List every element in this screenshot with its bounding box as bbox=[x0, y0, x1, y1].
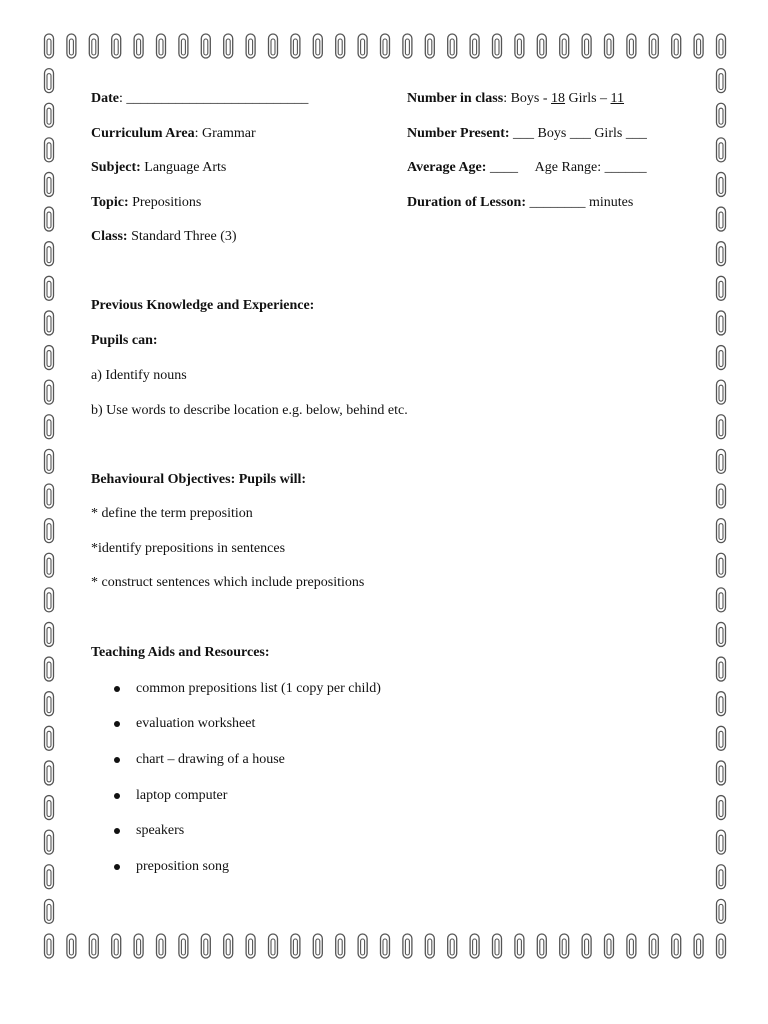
paperclip-icon bbox=[45, 934, 54, 958]
average-age-line: Average Age: ____ Age Range: ______ bbox=[407, 160, 647, 175]
paperclip-icon bbox=[717, 449, 726, 473]
bullet-icon bbox=[114, 686, 120, 692]
paperclip-icon bbox=[45, 242, 54, 266]
bullet-icon bbox=[114, 864, 120, 870]
paperclip-icon bbox=[45, 449, 54, 473]
paperclip-icon bbox=[45, 69, 54, 93]
paperclip-icon bbox=[67, 934, 76, 958]
bullet-icon bbox=[114, 828, 120, 834]
paperclip-icon bbox=[717, 34, 726, 58]
paperclip-icon bbox=[45, 553, 54, 577]
duration-line: Duration of Lesson: ________ minutes bbox=[407, 195, 634, 210]
paperclip-icon bbox=[45, 796, 54, 820]
objective-item: * define the term preposition bbox=[91, 506, 253, 521]
bullet-icon bbox=[114, 757, 120, 763]
paperclip-icon bbox=[717, 138, 726, 162]
paperclip-icon bbox=[45, 692, 54, 716]
pupils-can-heading: Pupils can: bbox=[91, 333, 158, 348]
paperclip-icon bbox=[717, 622, 726, 646]
paperclip-icon bbox=[717, 588, 726, 612]
paperclip-icon bbox=[45, 622, 54, 646]
resources-heading: Teaching Aids and Resources: bbox=[91, 645, 270, 660]
paperclip-icon bbox=[717, 519, 726, 543]
paperclip-icon bbox=[45, 172, 54, 196]
paperclip-icon bbox=[717, 69, 726, 93]
paperclip-icon bbox=[717, 865, 726, 889]
paperclip-icon bbox=[45, 34, 54, 58]
paperclip-icon bbox=[717, 172, 726, 196]
number-in-class-line: Number in class: Boys - 18 Girls – 11 bbox=[407, 91, 625, 106]
resource-item: preposition song bbox=[136, 859, 229, 874]
paperclip-icon bbox=[45, 726, 54, 750]
subject-line: Subject: Language Arts bbox=[91, 160, 227, 175]
number-present-line: Number Present: ___ Boys ___ Girls ___ bbox=[407, 126, 647, 141]
resource-item: evaluation worksheet bbox=[136, 716, 256, 731]
paperclip-icon bbox=[717, 830, 726, 854]
paperclip-icon bbox=[717, 484, 726, 508]
paperclip-icon bbox=[45, 761, 54, 785]
paperclip-icon bbox=[717, 692, 726, 716]
paperclip-icon bbox=[717, 934, 726, 958]
paperclip-icon bbox=[717, 761, 726, 785]
previous-knowledge-heading: Previous Knowledge and Experience: bbox=[91, 298, 315, 313]
paperclip-icon bbox=[45, 138, 54, 162]
objective-item: * construct sentences which include prepositions bbox=[91, 575, 365, 590]
resource-item: chart – drawing of a house bbox=[136, 752, 285, 767]
bullet-icon bbox=[114, 721, 120, 727]
previous-knowledge-item: b) Use words to describe location e.g. below, behind etc. bbox=[91, 403, 408, 418]
paperclip-icon bbox=[45, 588, 54, 612]
paperclip-icon bbox=[45, 346, 54, 370]
paperclip-icon bbox=[45, 380, 54, 404]
paperclip-icon bbox=[717, 242, 726, 266]
bullet-icon bbox=[114, 793, 120, 799]
paperclip-icon bbox=[45, 657, 54, 681]
paperclip-icon bbox=[45, 519, 54, 543]
paperclip-icon bbox=[717, 276, 726, 300]
date-line: Date: __________________________ bbox=[91, 91, 309, 106]
paperclip-icon bbox=[717, 726, 726, 750]
class-line: Class: Standard Three (3) bbox=[91, 229, 237, 244]
paperclip-icon bbox=[45, 103, 54, 127]
resource-item: common prepositions list (1 copy per child) bbox=[136, 681, 381, 696]
paperclip-icon bbox=[717, 346, 726, 370]
paperclip-icon bbox=[717, 380, 726, 404]
paperclip-icon bbox=[717, 103, 726, 127]
paperclip-icon bbox=[45, 484, 54, 508]
lesson-plan-page bbox=[91, 0, 711, 1024]
paperclip-icon bbox=[45, 311, 54, 335]
resource-item: laptop computer bbox=[136, 788, 228, 803]
objectives-heading: Behavioural Objectives: Pupils will: bbox=[91, 472, 307, 487]
resource-item: speakers bbox=[136, 823, 185, 838]
previous-knowledge-item: a) Identify nouns bbox=[91, 368, 187, 383]
objective-item: *identify prepositions in sentences bbox=[91, 541, 286, 556]
paperclip-icon bbox=[717, 415, 726, 439]
paperclip-icon bbox=[45, 830, 54, 854]
curriculum-area-line: Curriculum Area: Grammar bbox=[91, 126, 256, 141]
paperclip-icon bbox=[717, 796, 726, 820]
paperclip-icon bbox=[67, 34, 76, 58]
paperclip-icon bbox=[717, 311, 726, 335]
paperclip-icon bbox=[717, 553, 726, 577]
paperclip-icon bbox=[45, 207, 54, 231]
paperclip-icon bbox=[717, 899, 726, 923]
paperclip-icon bbox=[717, 207, 726, 231]
paperclip-icon bbox=[45, 899, 54, 923]
paperclip-icon bbox=[45, 276, 54, 300]
topic-line: Topic: Prepositions bbox=[91, 195, 202, 210]
paperclip-icon bbox=[717, 657, 726, 681]
paperclip-icon bbox=[45, 415, 54, 439]
paperclip-icon bbox=[45, 865, 54, 889]
